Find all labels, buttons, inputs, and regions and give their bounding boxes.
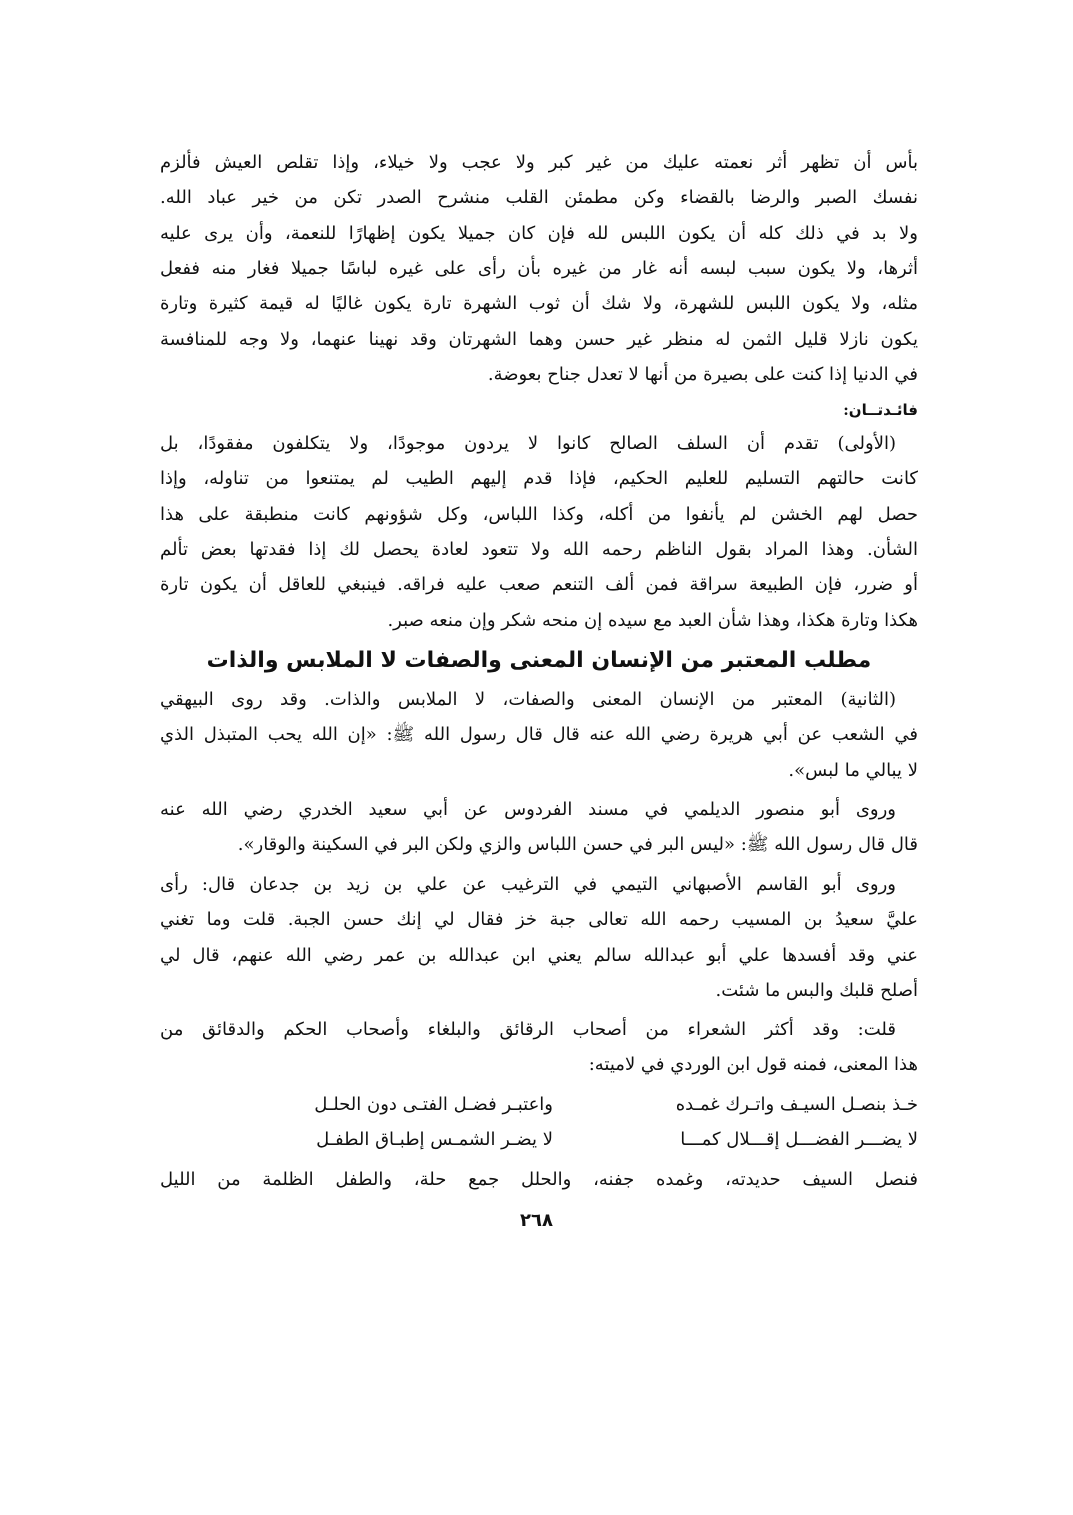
verse-1-second-hemistich: واعتبـر فضـل الفتـى دون الحلـل bbox=[314, 1094, 553, 1115]
paragraph-3-line: لا يبالي ما لبس». bbox=[788, 759, 918, 781]
paragraph-3-line: (الثانية) المعتبر من الإنسان المعنى والصفات، لا الملابس والذات. وقد روى البيهقي bbox=[160, 689, 896, 710]
section-heading: مطلب المعتبر من الإنسان المعنى والصفات لا الملابس والذات bbox=[206, 647, 872, 673]
verse-2-second-hemistich: لا يضـر الشمـس إطبـاق الطفـل bbox=[316, 1129, 553, 1150]
paragraph-1-line: مثله، ولا يكون اللبس للشهرة، ولا شك أن ثوب الشهرة تارة يكون غاليًا له قيمة كثيرة وتارة bbox=[160, 293, 918, 315]
paragraph-7-line: فنصل السيف حديدته، وغمده جفنه، والحلل جمع حلة، والطفل الظلمة من الليل bbox=[160, 1169, 918, 1190]
section-subheading: فائـدتــان: bbox=[843, 401, 918, 419]
paragraph-1-line: يكون نازلا قليل الثمن له منظر غير حسن وهما الشهرتان وقد نهينا عنهما، ولا وجه للمنافسة bbox=[160, 328, 918, 350]
paragraph-5-line: وروى أبو القاسم الأصبهاني التيمي في الترغيب عن علي بن زيد بن جدعان قال: رأى bbox=[160, 874, 896, 895]
paragraph-6-line: هذا المعنى، فمنه قول ابن الوردي في لاميته: bbox=[588, 1054, 918, 1076]
paragraph-3-line: في الشعب عن أبي هريرة رضي الله عنه قال قال رسول الله ﷺ: «إن الله يحب المتبذل الذي bbox=[160, 724, 918, 746]
paragraph-1-line: نفسك الصبر والرضا بالقضاء وكن مطمئن القلب منشرح الصدر تكن من خير عباد الله. bbox=[160, 187, 918, 209]
paragraph-5-line: أصلح قلبك والبس ما شئت. bbox=[715, 979, 918, 1001]
page-number: ٢٦٨ bbox=[520, 1210, 553, 1231]
paragraph-2-line: أو ضرر، فإن الطبيعة سراقة فمن ألف التنعم صعب عليه فراقه. فينبغي للعاقل أن يكون تارة bbox=[160, 574, 918, 596]
paragraph-1-line: أثرها، ولا يكون سبب لبسه أنه غار من غيره بأن رأى على غيره لباسًا جميلا فغار منه ففعل bbox=[160, 257, 918, 279]
paragraph-1-line: بأس أن تظهر أثر نعمته عليك من غير كبر ولا عجب ولا خيلاء، وإذا تقلص العيش فألزم bbox=[160, 152, 918, 173]
paragraph-2-line: الشأن. وهذا المراد بقول الناظم رحمه الله ولا تتعود لعادة يحصل لك إذا فقدتها بعض تألم bbox=[160, 538, 918, 560]
paragraph-4-line: قال قال رسول الله ﷺ: «ليس البر في حسن اللباس والزي ولكن البر في السكينة والوقار». bbox=[237, 834, 918, 856]
verse-2-first-hemistich: لا يضـــر الفضـــل إقـــلال كمـــا bbox=[680, 1129, 918, 1150]
paragraph-2-line: كانت حالتهم التسليم للعليم الحكيم، فإذا قدم إليهم الطيب لم يمتنعوا من تناوله، وإذا bbox=[160, 468, 918, 490]
paragraph-4-line: وروى أبو منصور الديلمي في مسند الفردوس عن أبي سعيد الخدري رضي الله عنه bbox=[160, 799, 896, 820]
paragraph-1-line: ولا بد في ذلك كله أن يكون اللبس لله فإن كان جميلا يكون إظهارًا للنعمة، وأن يرى عليه bbox=[160, 222, 918, 244]
paragraph-2-line: حصل لهم الخشن لم يأنفوا من أكله، وكذا اللباس، وكل شؤونهم كانت منطبقة على هذا bbox=[160, 503, 918, 525]
verse-1-first-hemistich: خـذ بنصـل السيـف واتـرك غمـده bbox=[675, 1094, 918, 1115]
paragraph-5-line: عني وقد أفسدها علي أبو عبدالله سالم يعني ابن عبدالله بن عمر رضي الله عنهم، قال لي bbox=[160, 944, 918, 966]
paragraph-6-line: قلت: وقد أكثر الشعراء من أصحاب الرقائق والبلغاء وأصحاب الحكم والدقائق من bbox=[160, 1019, 896, 1040]
paragraph-2-line: (الأولى) تقدم أن السلف الصالح كانوا لا يردون موجودًا، ولا يتكلفون مفقودًا، بل bbox=[160, 433, 896, 454]
paragraph-5-line: عليَّ سعيدُ بن المسيب رحمه الله تعالى جبة خز فقال لي إنك حسن الجبة. قلت وما تغني bbox=[160, 909, 918, 931]
paragraph-2-line: هكذا وتارة هكذا، وهذا شأن العبد مع سيده إن منحه شكر وإن منعه صبر. bbox=[387, 609, 918, 631]
paragraph-1-line: في الدنيا إذا كنت على بصيرة من أنها لا تعدل جناح بعوضة. bbox=[487, 363, 918, 385]
